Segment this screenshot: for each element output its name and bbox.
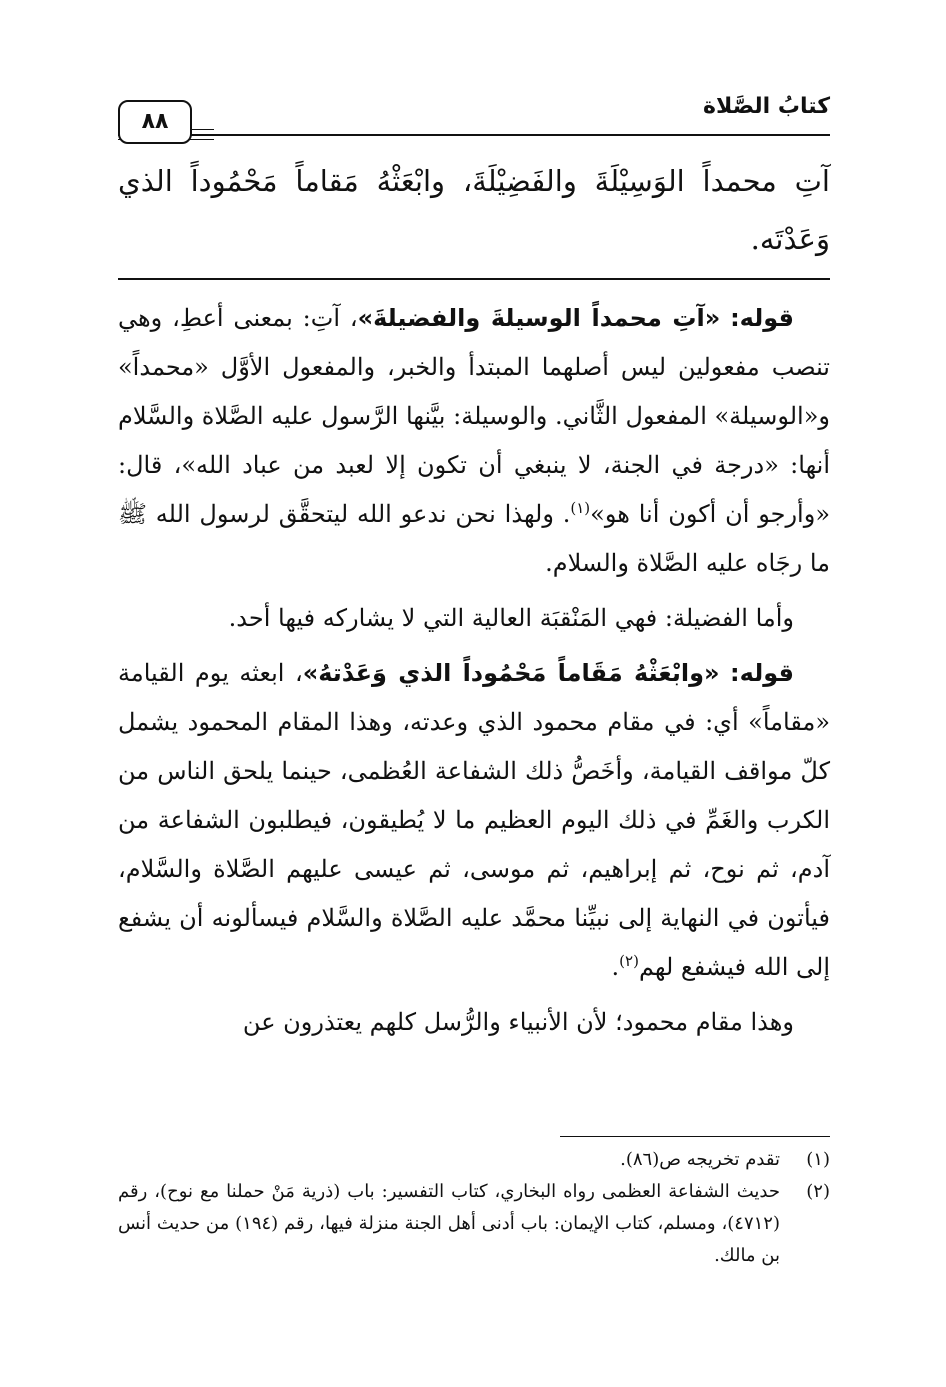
commentary-body — [118, 294, 830, 1053]
footnote-separator — [560, 1136, 830, 1137]
header-rule — [118, 134, 830, 136]
paragraph — [118, 649, 830, 992]
paragraph-text: . ولهذا نحن ندعو الله ليتحقَّق لرسول الله ﷺ ما رجَاه عليه الصَّلاة والسلام. — [118, 500, 830, 577]
hadith-text: آتِ محمداً الوَسِيْلَةَ والفَضِيْلَةَ، وابْعَثْهُ مَقاماً مَحْمُوداً الذي وَعَدْتَه. — [118, 164, 830, 256]
label-qawluhu: قوله: — [730, 659, 794, 687]
label-qawluhu: قوله: — [730, 304, 794, 332]
footnote-number: (١) — [806, 1149, 830, 1170]
footnote-item — [118, 1144, 830, 1176]
paragraph-text: ، ابعثه يوم القيامة «مقاماً» أي: في مقام محمود الذي وعدته، وهذا المقام المحمود يشمل كلّ مواقف القيامة، وأخَصُّ ذلك الشفاعة العُظمى، حينما يلحق الناس من الكرب والغَمِّ في ذلك اليوم العظيم ما لا يُطيقون، فيطلبون الشفاعة من آدم، ثم نوح، ثم إبراهيم، ثم موسى، ثم عيسى عليهم الصَّلاة والسَّلام، فيأتون في النهاية إلى نبيِّنا محمَّد عليه الصَّلاة والسَّلام فيسألونه أن يشفع إلى الله فيشفع لهم — [118, 659, 831, 981]
paragraph-text: . — [611, 953, 620, 981]
footnote-item — [118, 1176, 830, 1272]
paragraph: وأما الفضيلة: فهي المَنْقبَة العالية التي لا يشاركه فيها أحد. — [228, 604, 794, 632]
footnote-text: حديث الشفاعة العظمى رواه البخاري، كتاب التفسير: باب (ذرية مَنْ حملنا مع نوح)، رقم (٤٧١٢)، ومسلم، كتاب الإيمان: باب أدنى أهل الجنة منزلة فيها، رقم (١٩٤) من حديث أنس بن مالك. — [118, 1181, 780, 1266]
footnotes — [118, 1144, 830, 1272]
footnote-number: (٢) — [806, 1181, 830, 1202]
paragraph: وهذا مقام محمود؛ لأن الأنبياء والرُّسل كلهم يعتذرون عن — [242, 1008, 794, 1036]
quoted-phrase: «آتِ محمداً الوسيلةَ والفضيلةَ» — [357, 304, 721, 332]
paragraph-text: ، آتِ: بمعنى أعطِ، وهي تنصب مفعولين ليس أصلهما المبتدأ والخبر، والمفعول الأوَّل «محمداً» و«الوسيلة» المفعول الثَّاني. والوسيلة: بيَّنها الرَّسول عليه الصَّلاة والسَّلام أنها: «درجة في الجنة، لا ينبغي أن تكون إلا لعبد من عباد الله»، قال: «وأرجو أن أكون أنا هو» — [118, 304, 831, 528]
hadith-separator — [118, 278, 830, 280]
page-number: ٨٨ — [118, 100, 192, 144]
quoted-phrase: «وابْعَثْهُ مَقَاماً مَحْمُوداً الذي وَعَدْتهُ» — [302, 659, 720, 687]
page-header — [118, 88, 830, 144]
paragraph — [118, 294, 830, 588]
footnote-ref[interactable]: (١) — [570, 499, 591, 517]
footnote-ref[interactable]: (٢) — [619, 952, 639, 970]
footnote-text: تقدم تخريجه ص(٨٦). — [620, 1149, 780, 1170]
running-title: كتابُ الصَّلاة — [703, 94, 830, 119]
